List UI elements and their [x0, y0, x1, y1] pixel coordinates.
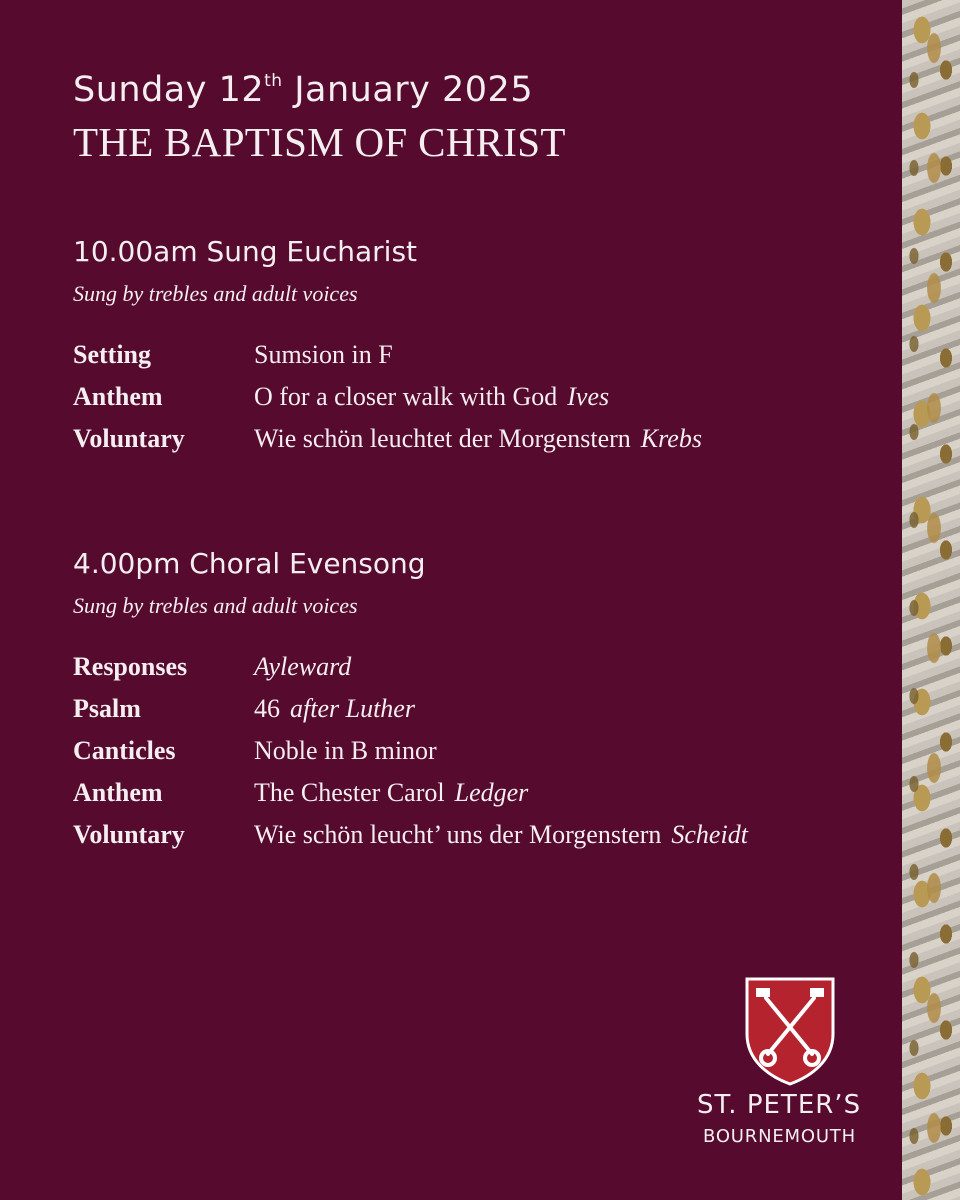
church-logo — [697, 976, 877, 1156]
service-subtitle-eucharist: Sung by trebles and adult voices — [73, 281, 358, 306]
row-label: Voluntary — [73, 424, 185, 453]
row-value — [254, 652, 351, 682]
service-subtitle-evensong: Sung by trebles and adult voices — [73, 593, 358, 618]
church-name: ST. PETER’S — [697, 1090, 862, 1120]
row-value: 46 after Luther — [254, 694, 415, 723]
service-date: Sunday 12th January 2025 — [73, 70, 534, 110]
row-label: Psalm — [73, 694, 141, 723]
composer: Scheidt — [671, 820, 748, 849]
row-value: Noble in B minor — [254, 736, 437, 765]
composer: Ledger — [454, 778, 529, 807]
row-value: Wie schön leucht’ uns der Morgenstern Scheidt — [254, 820, 748, 849]
feast-title: THE BAPTISM OF CHRIST — [73, 119, 566, 165]
composer: Ayleward — [254, 652, 352, 681]
row-label: Anthem — [73, 778, 163, 807]
composer: Krebs — [640, 424, 702, 453]
row-label: Responses — [73, 652, 188, 681]
church-location: BOURNEMOUTH — [703, 1126, 856, 1147]
composer: Ives — [567, 382, 610, 411]
row-value: O for a closer walk with God Ives — [254, 382, 610, 411]
service-title-eucharist: 10.00am Sung Eucharist — [73, 235, 418, 268]
row-label: Anthem — [73, 382, 163, 411]
brocade-fabric-border — [902, 0, 960, 1200]
row-label: Setting — [73, 340, 151, 369]
row-label: Voluntary — [73, 820, 185, 849]
composer: after Luther — [290, 694, 415, 723]
row-value: Wie schön leuchtet der Morgenstern Krebs — [254, 424, 702, 453]
row-value: The Chester Carol Ledger — [254, 778, 529, 807]
crossed-keys-shield-icon — [744, 976, 836, 1086]
row-value: Sumsion in F — [254, 340, 393, 369]
service-title-evensong: 4.00pm Choral Evensong — [73, 547, 426, 580]
row-label: Canticles — [73, 736, 176, 765]
